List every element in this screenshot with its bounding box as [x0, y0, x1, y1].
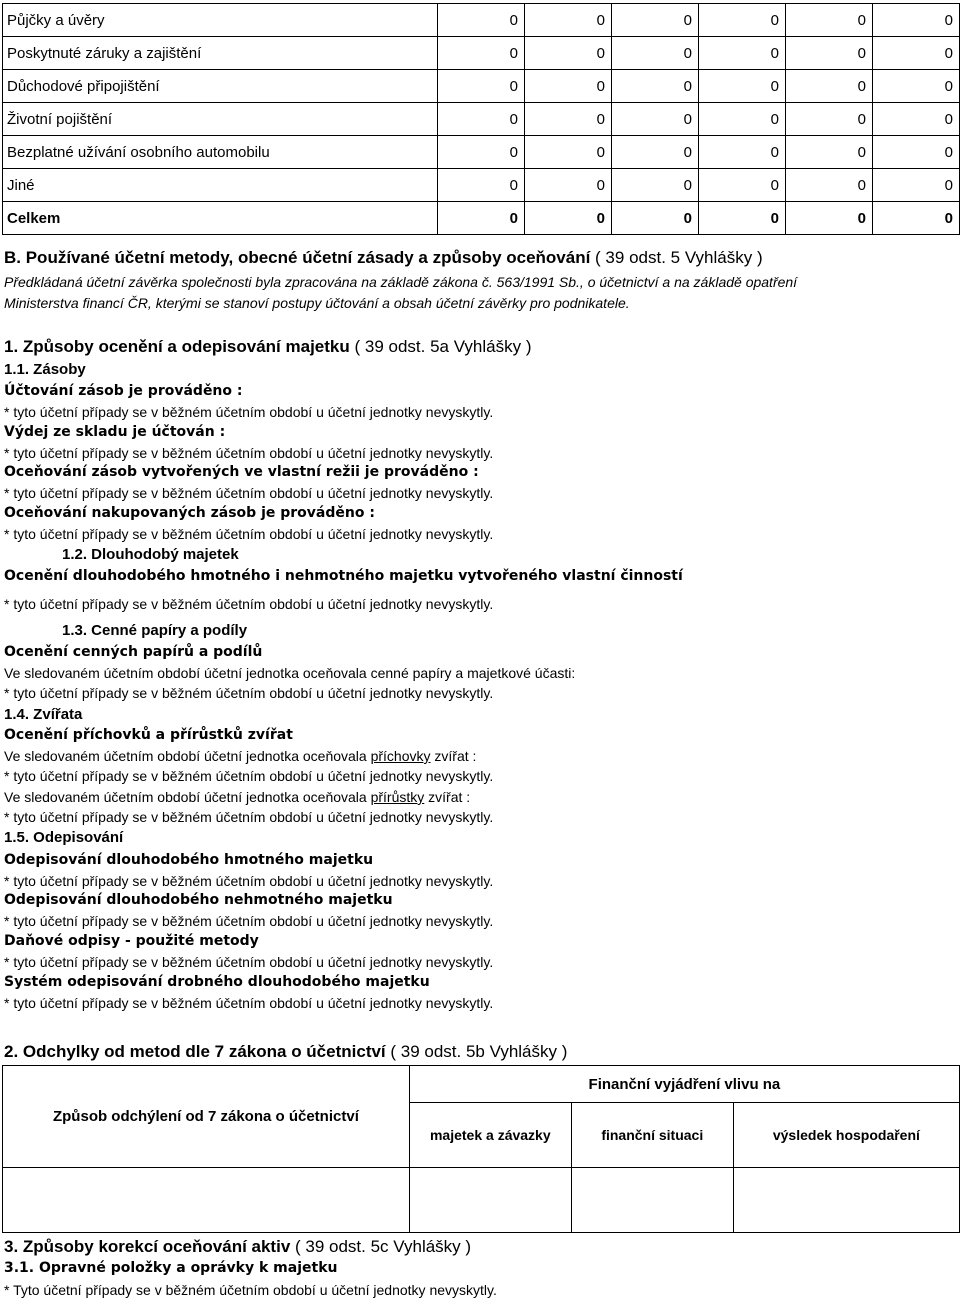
cell-value: 0 — [612, 103, 699, 136]
subsection-title: 1.5. Odepisování — [4, 829, 124, 846]
label: Oceňování nakupovaných zásob je prováděno : — [4, 505, 375, 521]
label: Účtování zásob je prováděno : — [4, 383, 243, 399]
note: * tyto účetní případy se v běžném účetním období u účetní jednotky nevyskytly. — [4, 873, 494, 889]
label: Odepisování dlouhodobého hmotného majetku — [4, 852, 374, 868]
note: * tyto účetní případy se v běžném účetním období u účetní jednotky nevyskytly. — [4, 768, 494, 784]
subsection-title: 1.2. Dlouhodobý majetek — [62, 546, 239, 563]
row-label: Půjčky a úvěry — [3, 4, 438, 37]
cell-value: 0 — [786, 202, 873, 235]
text — [4, 748, 476, 764]
note: * tyto účetní případy se v běžném účetním období u účetní jednotky nevyskytly. — [4, 485, 494, 501]
cell-value: 0 — [438, 103, 525, 136]
cell-value: 0 — [873, 70, 960, 103]
row-label: Poskytnuté záruky a zajištění — [3, 37, 438, 70]
para-text: Předkládaná účetní závěrka společnosti byla zpracována na základě zákona č. — [4, 274, 497, 290]
section-b-title: B. Používané účetní metody, obecné účetní zásady a způsoby oceňování — [4, 248, 591, 267]
row-label: Jiné — [3, 169, 438, 202]
text-part: zvířat : — [430, 748, 477, 764]
col-header-assets: majetek a závazky — [409, 1103, 571, 1168]
col-group-header: Finanční vyjádření vlivu na — [409, 1066, 959, 1103]
col-header-method: Způsob odchýlení od 7 zákona o účetnictví — [3, 1066, 410, 1168]
label: Ocenění cenných papírů a podílů — [4, 644, 263, 660]
cell-value: 0 — [525, 103, 612, 136]
table-row — [3, 169, 960, 202]
note: * tyto účetní případy se v běžném účetním období u účetní jednotky nevyskytly. — [4, 809, 494, 825]
text-part: Ve sledovaném účetním období účetní jednotka oceňovala — [4, 748, 371, 764]
cell-value: 0 — [786, 136, 873, 169]
cell-value: 0 — [786, 169, 873, 202]
row-label: Důchodové připojištění — [3, 70, 438, 103]
section-1-heading — [4, 337, 532, 357]
section-2-title: 2. Odchylky od metod dle 7 zákona o účetnictví — [4, 1042, 386, 1061]
cell-value: 0 — [525, 169, 612, 202]
table-row — [3, 70, 960, 103]
text-part: zvířat : — [424, 789, 471, 805]
text-part: přírůstky — [370, 789, 425, 805]
cell-value: 0 — [612, 202, 699, 235]
col-header-result: výsledek hospodaření — [733, 1103, 959, 1168]
cell-value: 0 — [612, 4, 699, 37]
cell-value: 0 — [612, 70, 699, 103]
note: * tyto účetní případy se v běžném účetním období u účetní jednotky nevyskytly. — [4, 685, 494, 701]
text-part: Ve sledovaném účetním období účetní jednotka oceňovala — [4, 789, 371, 805]
cell-value: 0 — [873, 202, 960, 235]
cell-value: 0 — [786, 70, 873, 103]
text — [4, 789, 470, 805]
cell-value: 0 — [786, 4, 873, 37]
note: * Tyto účetní případy se v běžném účetním období u účetní jednotky nevyskytly. — [4, 1282, 497, 1298]
section-3-title: 3. Způsoby korekcí oceňování aktiv — [4, 1237, 291, 1256]
cell-value: 0 — [612, 169, 699, 202]
label: Systém odepisování drobného dlouhodobého majetku — [4, 974, 430, 990]
note: * tyto účetní případy se v běžném účetním období u účetní jednotky nevyskytly. — [4, 526, 494, 542]
cell-value: 0 — [525, 136, 612, 169]
cell-value: 0 — [612, 136, 699, 169]
note: * tyto účetní případy se v běžném účetním období u účetní jednotky nevyskytly. — [4, 995, 494, 1011]
section-2-ref: ( 39 odst. 5b Vyhlášky ) — [385, 1042, 568, 1061]
row-label: Celkem — [3, 202, 438, 235]
section-b-ref: ( 39 odst. 5 Vyhlášky ) — [590, 248, 763, 267]
section-2-heading — [4, 1042, 567, 1062]
label: Oceňování zásob vytvořených ve vlastní režii je prováděno : — [4, 464, 479, 480]
cell-value: 0 — [438, 169, 525, 202]
subsection-title: 1.1. Zásoby — [4, 361, 86, 378]
table-header-row — [3, 1066, 960, 1103]
row-label: Bezplatné užívání osobního automobilu — [3, 136, 438, 169]
label: Ocenění příchovků a přírůstků zvířat — [4, 727, 293, 743]
cell-value: 0 — [699, 4, 786, 37]
section-b-paragraph-line1 — [4, 274, 797, 290]
section-1-title: 1. Způsoby ocenění a odepisování majetku — [4, 337, 350, 356]
table-row — [3, 1168, 960, 1233]
para-text: ., o účetnictví a na základě opatření — [576, 274, 798, 290]
cell-value: 0 — [873, 169, 960, 202]
text-part: příchovky — [370, 748, 431, 764]
cell-value: 0 — [438, 136, 525, 169]
deviation-table — [2, 1065, 960, 1233]
cell-value: 0 — [438, 202, 525, 235]
table-row — [3, 103, 960, 136]
section-3-heading — [4, 1237, 471, 1257]
table-row-total — [3, 202, 960, 235]
table-cell — [733, 1168, 959, 1233]
cell-value: 0 — [525, 202, 612, 235]
para-text: 563/1991 Sb — [496, 274, 577, 290]
subsection-title: 3.1. Opravné položky a oprávky k majetku — [4, 1260, 338, 1276]
table-cell — [571, 1168, 733, 1233]
cell-value: 0 — [786, 37, 873, 70]
cell-value: 0 — [699, 70, 786, 103]
note: * tyto účetní případy se v běžném účetním období u účetní jednotky nevyskytly. — [4, 913, 494, 929]
col-header-financial: finanční situaci — [571, 1103, 733, 1168]
cell-value: 0 — [438, 70, 525, 103]
label: Ocenění dlouhodobého hmotného i nehmotného majetku vytvořeného vlastní činností — [4, 568, 683, 584]
cell-value: 0 — [699, 169, 786, 202]
subsection-title: 1.3. Cenné papíry a podíly — [62, 622, 248, 639]
table-row — [3, 4, 960, 37]
cell-value: 0 — [699, 37, 786, 70]
label: Odepisování dlouhodobého nehmotného majetku — [4, 892, 393, 908]
cell-value: 0 — [612, 37, 699, 70]
cell-value: 0 — [525, 4, 612, 37]
note: * tyto účetní případy se v běžném účetním období u účetní jednotky nevyskytly. — [4, 596, 494, 612]
note: * tyto účetní případy se v běžném účetním období u účetní jednotky nevyskytly. — [4, 954, 494, 970]
cell-value: 0 — [699, 136, 786, 169]
cell-value: 0 — [525, 70, 612, 103]
table-row — [3, 136, 960, 169]
table-cell — [3, 1168, 410, 1233]
cell-value: 0 — [438, 37, 525, 70]
text: Ve sledovaném účetním období účetní jednotka oceňovala cenné papíry a majetkové účasti: — [4, 665, 576, 681]
benefits-table — [2, 3, 960, 235]
cell-value: 0 — [873, 4, 960, 37]
label: Daňové odpisy - použité metody — [4, 933, 259, 949]
section-1-ref: ( 39 odst. 5a Vyhlášky ) — [349, 337, 532, 356]
cell-value: 0 — [699, 103, 786, 136]
note: * tyto účetní případy se v běžném účetním období u účetní jednotky nevyskytly. — [4, 404, 494, 420]
section-b-heading — [4, 248, 763, 268]
section-3-ref: ( 39 odst. 5c Vyhlášky ) — [290, 1237, 472, 1256]
cell-value: 0 — [873, 136, 960, 169]
cell-value: 0 — [438, 4, 525, 37]
table-cell — [409, 1168, 571, 1233]
label: Výdej ze skladu je účtován : — [4, 424, 226, 440]
subsection-title: 1.4. Zvířata — [4, 706, 83, 723]
cell-value: 0 — [786, 103, 873, 136]
cell-value: 0 — [525, 37, 612, 70]
cell-value: 0 — [873, 103, 960, 136]
cell-value: 0 — [699, 202, 786, 235]
section-b-paragraph-line2: Ministerstva financí ČR, kterými se stanoví postupy účtování a obsah účetní závěrky pro podnikatele. — [4, 295, 630, 311]
cell-value: 0 — [873, 37, 960, 70]
row-label: Životní pojištění — [3, 103, 438, 136]
note: * tyto účetní případy se v běžném účetním období u účetní jednotky nevyskytly. — [4, 445, 494, 461]
table-row — [3, 37, 960, 70]
